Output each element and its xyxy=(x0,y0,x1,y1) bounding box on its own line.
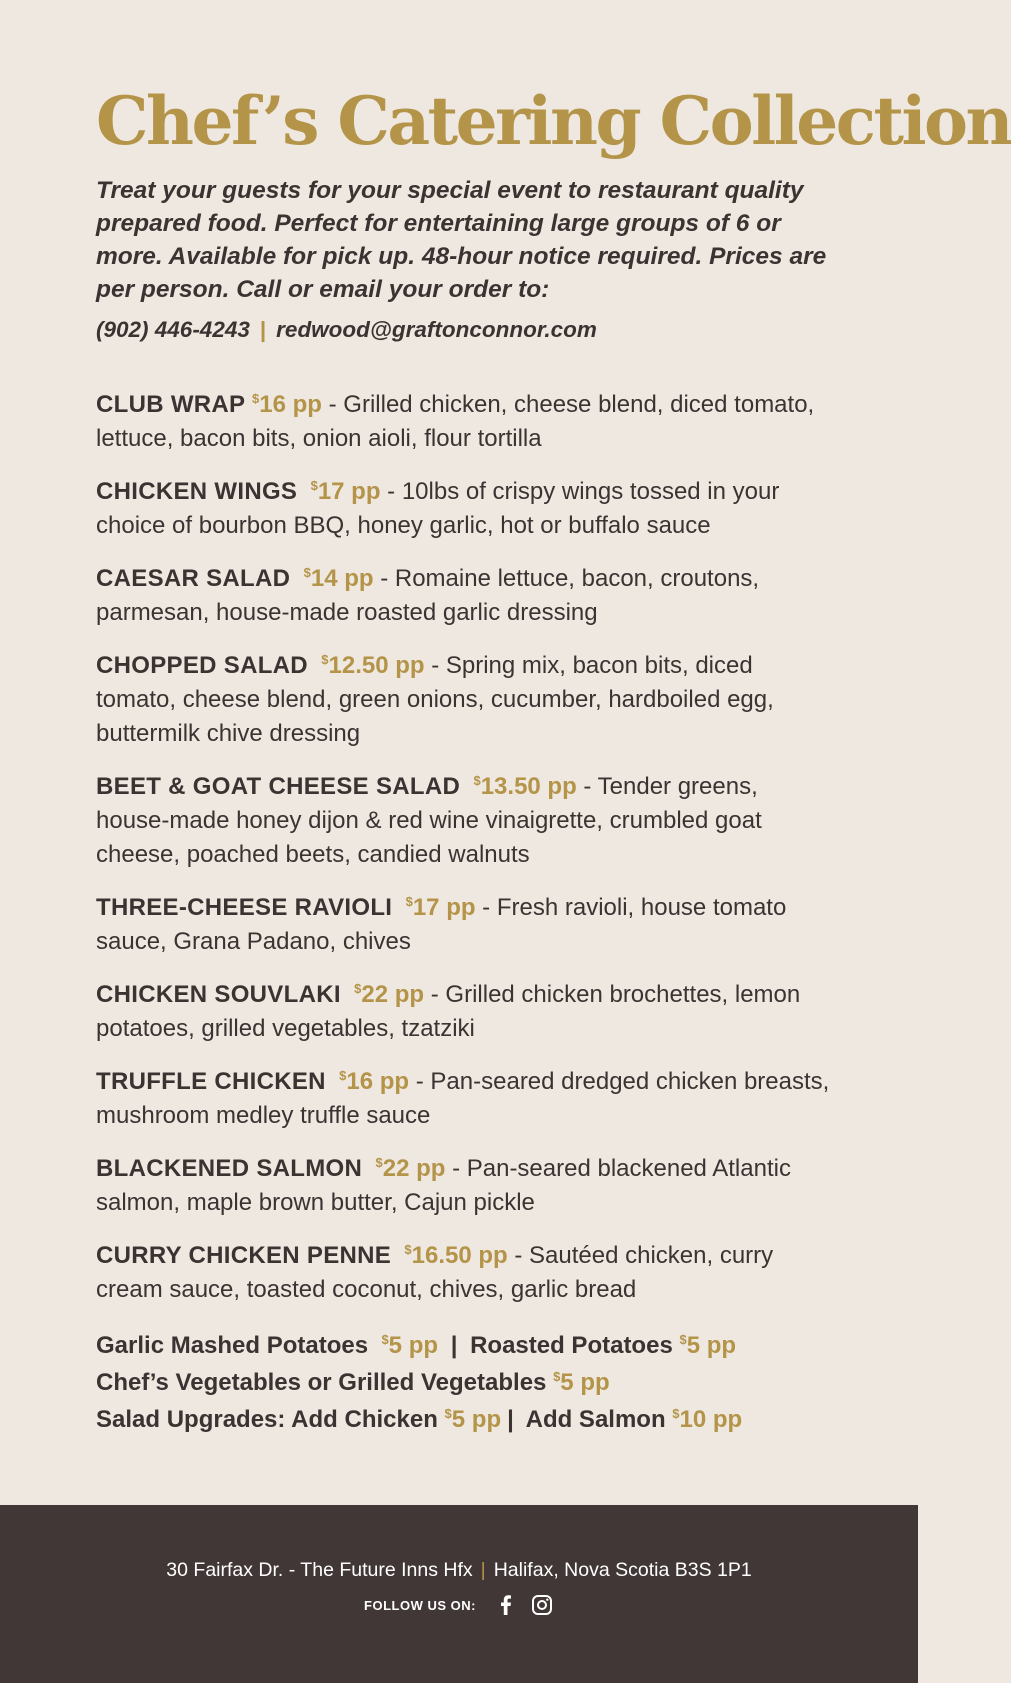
menu-item-name: BEET & GOAT CHEESE SALAD xyxy=(96,773,461,800)
sides-section xyxy=(96,1327,876,1438)
menu-item-price: $16 pp xyxy=(339,1068,410,1095)
menu-item-name: THREE-CHEESE RAVIOLI xyxy=(96,894,393,921)
menu-item-description: - Tender greens, house-made honey dijon & red wine vinaigrette, crumbled goat cheese, poached beets, candied walnuts xyxy=(96,773,762,868)
sides-line-vegetables xyxy=(96,1364,876,1401)
menu-item xyxy=(96,891,836,959)
contact-line xyxy=(96,317,836,343)
facebook-icon[interactable] xyxy=(494,1593,518,1617)
menu-list xyxy=(96,388,836,1326)
follow-us xyxy=(0,1593,918,1617)
side-veg-label: Chef’s Vegetables or Grilled Vegetables xyxy=(96,1369,547,1396)
contact-separator: | xyxy=(259,317,267,342)
menu-item-description: - Spring mix, bacon bits, diced tomato, cheese blend, green onions, cucumber, hardboiled egg, buttermilk chive dressing xyxy=(96,652,774,747)
menu-item-description: - Grilled chicken brochettes, lemon potatoes, grilled vegetables, tzatziki xyxy=(96,981,801,1042)
menu-item-name: CLUB WRAP xyxy=(96,391,246,418)
menu-item-description: - Grilled chicken, cheese blend, diced tomato, lettuce, bacon bits, onion aioli, flour tortilla xyxy=(96,391,815,452)
menu-item-price: $22 pp xyxy=(375,1155,446,1182)
menu-item-description: - Pan-seared blackened Atlantic salmon, maple brown butter, Cajun pickle xyxy=(96,1155,791,1216)
follow-us-label: FOLLOW US ON: xyxy=(364,1597,476,1613)
menu-item-name: CURRY CHICKEN PENNE xyxy=(96,1242,392,1269)
upgrade-salmon-label: Add Salmon xyxy=(525,1406,666,1433)
menu-item xyxy=(96,978,836,1046)
side-mashed-label: Garlic Mashed Potatoes xyxy=(96,1332,369,1359)
menu-item-price: $22 pp xyxy=(354,981,425,1008)
menu-item xyxy=(96,475,836,543)
side-roasted-label: Roasted Potatoes xyxy=(470,1332,673,1359)
instagram-icon[interactable] xyxy=(530,1593,554,1617)
menu-item-description: - Sautéed chicken, curry cream sauce, toasted coconut, chives, garlic bread xyxy=(96,1242,774,1303)
menu-item-description: - 10lbs of crispy wings tossed in your choice of bourbon BBQ, honey garlic, hot or buffalo sauce xyxy=(96,478,780,539)
menu-item-price: $17 pp xyxy=(405,894,476,921)
email-address[interactable]: redwood@graftonconnor.com xyxy=(276,317,597,342)
page-title: Chef’s Catering Collection xyxy=(96,82,1011,160)
menu-item-name: CHICKEN SOUVLAKI xyxy=(96,981,341,1008)
side-separator: | xyxy=(507,1406,514,1433)
upgrade-chicken-price: $5 pp xyxy=(444,1406,502,1433)
menu-item-price: $14 pp xyxy=(303,565,374,592)
menu-item-price: $16.50 pp xyxy=(404,1242,508,1269)
sides-line-upgrades xyxy=(96,1401,876,1438)
menu-item-price: $17 pp xyxy=(310,478,381,505)
address-separator: | xyxy=(480,1559,486,1581)
menu-item xyxy=(96,1239,836,1307)
footer-address xyxy=(0,1559,918,1582)
menu-item xyxy=(96,1152,836,1220)
side-separator: | xyxy=(450,1332,458,1359)
menu-item-price: $13.50 pp xyxy=(473,773,577,800)
intro-text: Treat your guests for your special event to restaurant quality prepared food. Perfect for entertaining large groups of 6 or more. Available for pick up. 48-hour notice required. Prices are per person. Call or email your order to: xyxy=(96,177,827,303)
upgrade-salmon-price: $10 pp xyxy=(672,1406,743,1433)
menu-item xyxy=(96,649,836,751)
menu-item-price: $16 pp xyxy=(252,391,322,418)
upgrade-chicken-label: Salad Upgrades: Add Chicken xyxy=(96,1406,438,1433)
menu-item-name: CAESAR SALAD xyxy=(96,565,291,592)
menu-item-description: - Romaine lettuce, bacon, croutons, parmesan, house-made roasted garlic dressing xyxy=(96,565,760,626)
footer xyxy=(0,1505,918,1683)
address-part1: 30 Fairfax Dr. - The Future Inns Hfx xyxy=(166,1559,473,1581)
sides-line-potatoes xyxy=(96,1327,876,1364)
menu-item-name: CHOPPED SALAD xyxy=(96,652,308,679)
address-part2: Halifax, Nova Scotia B3S 1P1 xyxy=(493,1559,752,1581)
menu-item-name: BLACKENED SALMON xyxy=(96,1155,363,1182)
side-mashed-price: $5 pp xyxy=(381,1332,439,1359)
menu-item xyxy=(96,1065,836,1133)
side-veg-price: $5 pp xyxy=(553,1369,610,1396)
menu-item-description: - Pan-seared dredged chicken breasts, mushroom medley truffle sauce xyxy=(96,1068,830,1129)
menu-item-name: TRUFFLE CHICKEN xyxy=(96,1068,326,1095)
menu-item xyxy=(96,562,836,630)
menu-item xyxy=(96,388,836,456)
menu-item xyxy=(96,770,836,872)
menu-item-name: CHICKEN WINGS xyxy=(96,478,298,505)
side-roasted-price: $5 pp xyxy=(679,1332,737,1359)
phone-number[interactable]: (902) 446-4243 xyxy=(96,317,250,342)
menu-item-description: - Fresh ravioli, house tomato sauce, Grana Padano, chives xyxy=(96,894,787,955)
menu-item-price: $12.50 pp xyxy=(321,652,425,679)
